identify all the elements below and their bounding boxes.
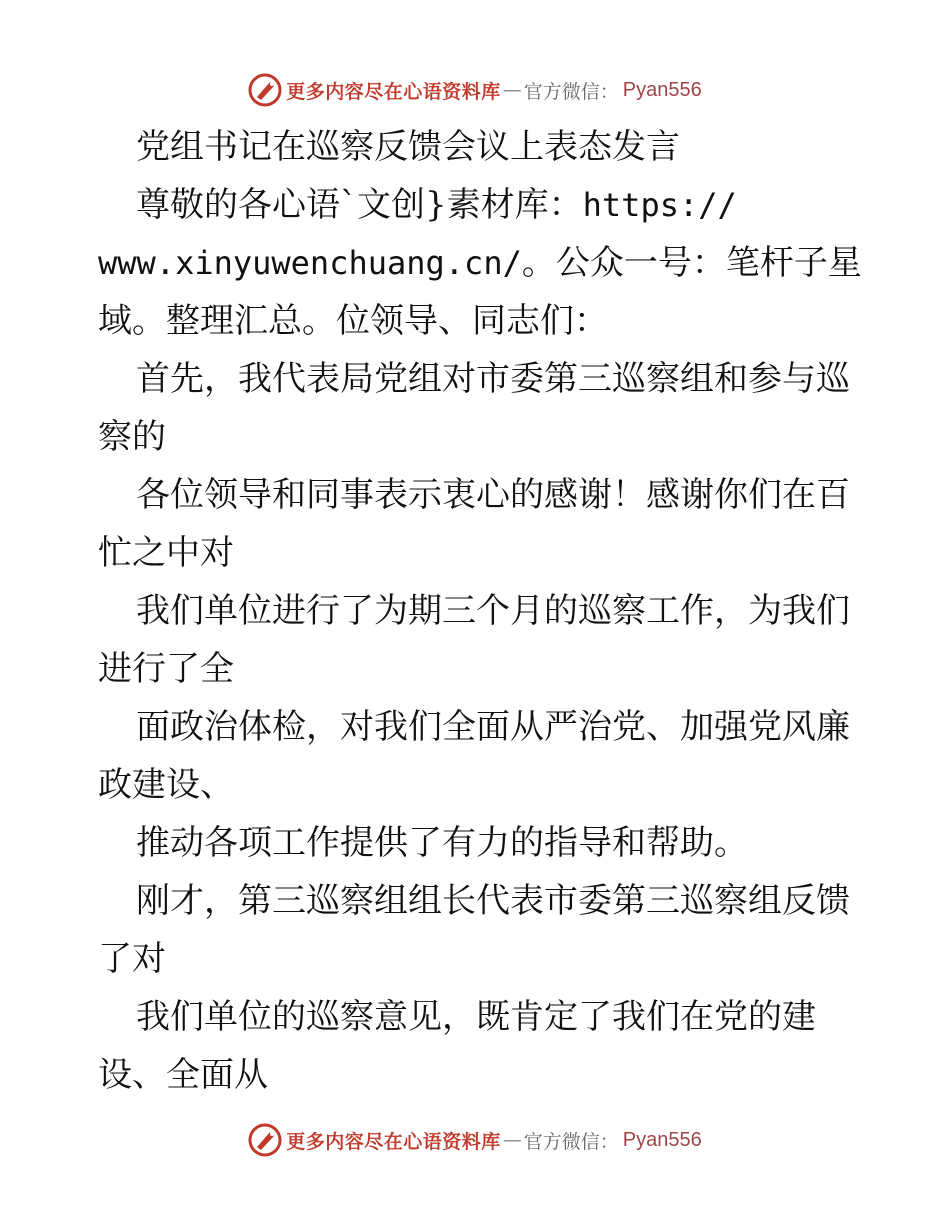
paragraph-line: 忙之中对 <box>98 533 234 573</box>
pen-logo-icon <box>248 73 282 107</box>
document-title: 党组书记在巡察反馈会议上表态发言 <box>136 127 680 167</box>
intro-line-2 <box>98 234 868 292</box>
footer-brand: 更多内容尽在心语资料库 <box>286 1130 501 1153</box>
paragraph-line: 察的 <box>98 417 166 457</box>
paragraph-line: 了对 <box>98 939 166 979</box>
intro-url-part-1: https:// <box>582 186 737 224</box>
paragraph-line: 首先，我代表局党组对市委第三巡察组和参与巡 <box>136 359 850 399</box>
paragraph-line: 我们单位的巡察意见，既肯定了我们在党的建 <box>136 997 816 1037</box>
paragraph-line: 推动各项工作提供了有力的指导和帮助。 <box>136 823 748 863</box>
footer-label: 官方微信： <box>523 1130 619 1153</box>
paragraph-line: 我们单位进行了为期三个月的巡察工作，为我们 <box>136 591 850 631</box>
paragraph-line: 各位领导和同事表示衷心的感谢！感谢你们在百 <box>136 475 850 515</box>
footer-banner <box>0 1120 950 1160</box>
paragraph-line: 设、全面从 <box>98 1055 268 1095</box>
intro-text-2: 。公众一号：笔杆子星 <box>521 243 862 283</box>
paragraph-line: 刚才，第三巡察组组长代表市委第三巡察组反馈 <box>136 881 850 921</box>
footer-dash: — <box>502 1129 522 1151</box>
document-body <box>98 118 868 1104</box>
paragraph-line: 政建设、 <box>98 765 234 805</box>
pen-logo-icon <box>248 1123 282 1157</box>
intro-text: 尊敬的各心语`文创}素材库： <box>136 185 583 225</box>
header-label: 官方微信： <box>523 80 619 103</box>
header-dash: — <box>502 79 522 101</box>
footer-wechat-id: Pyan556 <box>622 1128 702 1151</box>
paragraph-line: 进行了全 <box>98 649 234 689</box>
header-wechat-id: Pyan556 <box>622 78 702 101</box>
header-brand: 更多内容尽在心语资料库 <box>286 80 501 103</box>
intro-url-part-2: www.xinyuwenchuang.cn/ <box>98 244 522 282</box>
paragraph-line: 面政治体检，对我们全面从严治党、加强党风廉 <box>136 707 850 747</box>
header-banner <box>0 70 950 110</box>
intro-line-3: 域。整理汇总。位领导、同志们： <box>98 301 608 341</box>
intro-line-1 <box>98 176 868 234</box>
